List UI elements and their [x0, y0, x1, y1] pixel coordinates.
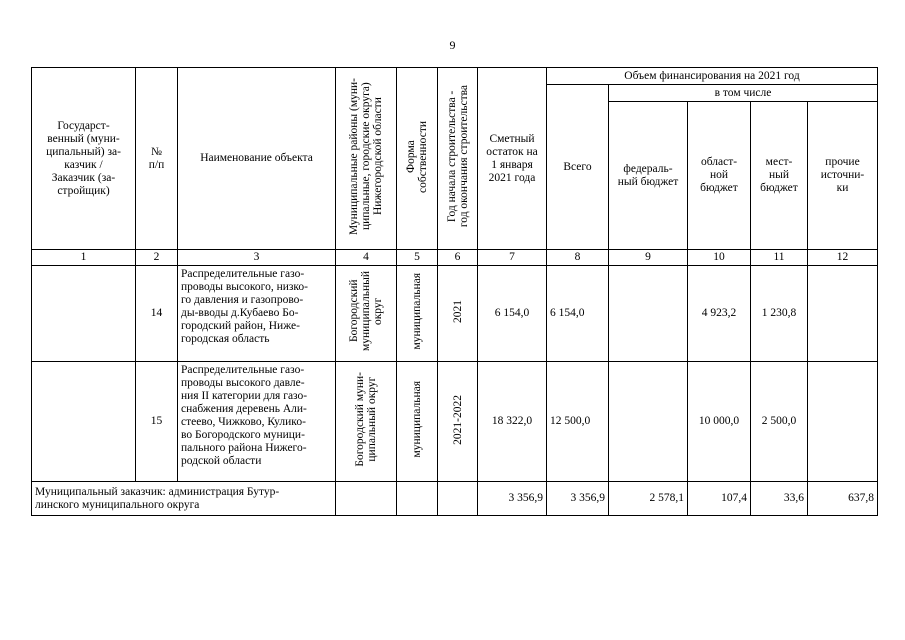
financing-table	[31, 67, 878, 516]
column-number: 7	[478, 250, 547, 266]
header-years: Год начала строительства - год окончания строительства	[438, 68, 478, 250]
row-regional: 10 000,0	[688, 362, 751, 482]
header-other-sources: прочие источни- ки	[808, 102, 878, 250]
column-number: 3	[178, 250, 336, 266]
row-local: 2 500,0	[751, 362, 808, 482]
row-balance: 18 322,0	[478, 362, 547, 482]
row-regional: 4 923,2	[688, 266, 751, 362]
row-local: 1 230,8	[751, 266, 808, 362]
column-number: 5	[397, 250, 438, 266]
summary-empty-cell	[336, 482, 397, 516]
header-customer: Государст- венный (муни- ципальный) за- казчик / Заказчик (за- стройщик)	[32, 68, 136, 250]
summary-empty-cell	[438, 482, 478, 516]
header-regional-budget: област- ной бюджет	[688, 102, 751, 250]
row-years: 2021-2022	[438, 362, 478, 482]
row-ownership: муниципальная	[397, 266, 438, 362]
summary-balance: 3 356,9	[478, 482, 547, 516]
column-number: 12	[808, 250, 878, 266]
page-number: 9	[449, 38, 456, 52]
column-number: 4	[336, 250, 397, 266]
summary-row	[32, 482, 878, 516]
table-row	[32, 266, 878, 362]
row-customer	[32, 266, 136, 362]
header-total: Всего	[547, 85, 609, 250]
column-numbers-row	[32, 250, 878, 266]
summary-local: 33,6	[751, 482, 808, 516]
header-estimated-balance: Сметный остаток на 1 января 2021 года	[478, 68, 547, 250]
column-number: 8	[547, 250, 609, 266]
row-balance: 6 154,0	[478, 266, 547, 362]
row-federal	[609, 362, 688, 482]
header-number: № п/п	[136, 68, 178, 250]
column-number: 1	[32, 250, 136, 266]
row-other	[808, 362, 878, 482]
row-customer	[32, 362, 136, 482]
column-number: 6	[438, 250, 478, 266]
row-district: Богородский муниципальный округ	[336, 266, 397, 362]
summary-federal: 2 578,1	[609, 482, 688, 516]
table-row	[32, 362, 878, 482]
summary-label: Муниципальный заказчик: администрация Бутур- линского муниципального округа	[32, 482, 336, 516]
row-object-name: Распределительные газо- проводы высокого, низко- го давления и газопрово- ды-вводы д.Кубаево Бо- городский район, Ниже- городская область	[178, 266, 336, 362]
header-financing-volume: Объем финансирования на 2021 год	[547, 68, 878, 85]
summary-empty-cell	[397, 482, 438, 516]
row-other	[808, 266, 878, 362]
row-number: 15	[136, 362, 178, 482]
header-federal-budget: федераль- ный бюджет	[609, 102, 688, 250]
row-total: 12 500,0	[547, 362, 609, 482]
row-number: 14	[136, 266, 178, 362]
header-ownership-form: Форма собственности	[397, 68, 438, 250]
column-number: 9	[609, 250, 688, 266]
header-including: в том числе	[609, 85, 878, 102]
row-object-name: Распределительные газо- проводы высокого давле- ния II категории для газо- снабжения деревень Али- стеево, Чижково, Кулико- во Богородского муници- пального района Нижего- родской области	[178, 362, 336, 482]
summary-total: 3 356,9	[547, 482, 609, 516]
column-number: 10	[688, 250, 751, 266]
header-object-name: Наименование объекта	[178, 68, 336, 250]
row-years: 2021	[438, 266, 478, 362]
row-total: 6 154,0	[547, 266, 609, 362]
row-district: Богородский муни- ципальный округ	[336, 362, 397, 482]
column-number: 2	[136, 250, 178, 266]
row-ownership: муниципальная	[397, 362, 438, 482]
column-number: 11	[751, 250, 808, 266]
header-local-budget: мест- ный бюджет	[751, 102, 808, 250]
summary-other: 637,8	[808, 482, 878, 516]
header-municipal-districts: Муниципальные районы (муни- ципальные, городские округа) Нижегородской области	[336, 68, 397, 250]
row-federal	[609, 266, 688, 362]
summary-regional: 107,4	[688, 482, 751, 516]
